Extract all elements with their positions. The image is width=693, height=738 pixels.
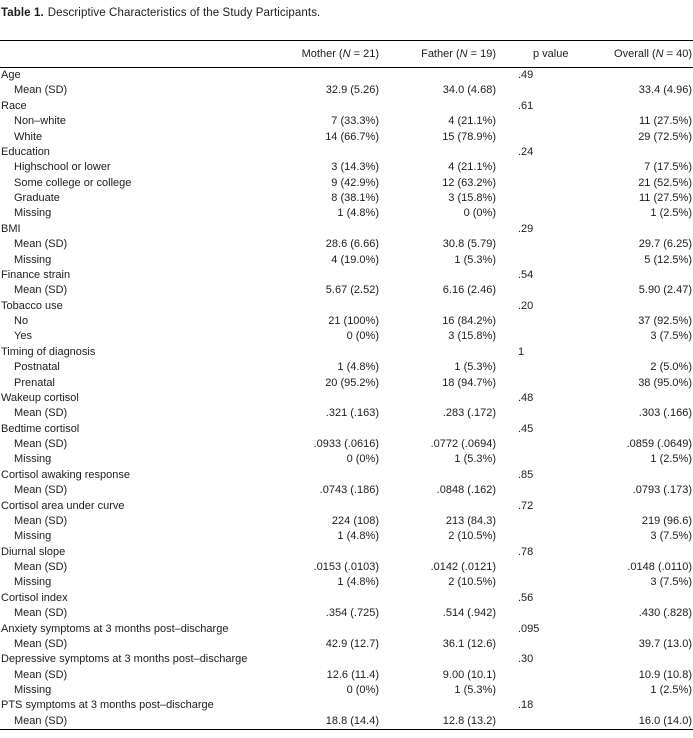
p-value-cell [497,360,569,375]
father-value-cell: 18 (94.7%) [442,376,496,389]
row-label-cell: Mean (SD) [14,668,68,681]
p-value-cell: .85 [518,468,534,481]
father-value-cell: 12 (63.2%) [442,176,496,189]
father-value-cell: .514 (.942) [442,607,496,620]
row-label-cell: Depressive symptoms at 3 months post–discharge [1,653,248,666]
father-value-cell [380,545,497,560]
table-row-sub [0,683,693,698]
header-father-text: Father ( [421,48,460,60]
mother-value-cell [288,422,380,437]
overall-value-cell: 21 (52.5%) [638,176,692,189]
mother-value-cell: .0933 (.0616) [313,438,379,450]
mother-value-cell: 9 (42.9%) [331,176,379,189]
p-value-cell [497,406,569,421]
overall-value-cell: 33.4 (4.96) [638,84,692,97]
row-label-cell: Finance strain [1,268,71,281]
table-row-sub [0,560,693,575]
header-overall-text: Overall ( [614,48,656,60]
row-label-cell: Race [1,99,27,112]
mother-value-cell: 0 (0%) [346,453,379,466]
mother-value-cell: 8 (38.1%) [331,192,379,204]
header-mother-count: = 21) [350,48,379,60]
row-label-cell: Mean (SD) [14,607,68,620]
p-value-cell: .72 [518,499,534,512]
row-label-cell: Postnatal [14,361,60,374]
mother-value-cell [288,591,380,606]
father-value-cell [380,68,497,84]
father-value-cell [380,299,497,314]
p-value-cell [497,714,569,730]
table-row-sub [0,360,693,375]
header-mother-n: N [342,48,351,60]
overall-value-cell: 2 (5.0%) [650,361,692,374]
father-value-cell [380,499,497,514]
p-value-cell [497,529,569,544]
row-label-cell: Some college or college [14,176,132,189]
father-value-cell: 12.8 (13.2) [442,714,496,727]
header-mother [288,41,380,68]
p-value-cell [497,376,569,391]
p-value-cell: .20 [518,299,534,312]
row-label-cell: Mean (SD) [14,637,68,650]
overall-value-cell [569,545,693,560]
overall-value-cell: .0793 (.173) [632,484,692,497]
p-value-cell [497,83,569,98]
father-value-cell: 16 (84.2%) [442,315,496,327]
row-label-cell: Missing [14,576,52,589]
row-label-cell: Mean (SD) [14,84,68,97]
table-number: Table 1. [1,7,44,19]
table-row-sub [0,668,693,683]
p-value-cell [497,191,569,206]
header-mother-text: Mother ( [301,48,343,60]
father-value-cell [380,345,497,360]
table-row-category [0,268,693,283]
table-row-sub [0,452,693,467]
row-label-cell: Graduate [14,192,60,204]
p-value-cell: 1 [518,345,525,358]
father-value-cell: 9.00 (10.1) [442,668,496,681]
table-row-sub [0,160,693,175]
p-value-cell [497,575,569,590]
row-label-cell: Mean (SD) [14,284,68,297]
father-value-cell: 1 (5.3%) [454,684,496,696]
overall-value-cell: 5 (12.5%) [644,253,692,266]
table-row-sub [0,176,693,191]
father-value-cell [380,468,497,483]
overall-value-cell: 3 (7.5%) [650,576,692,589]
mother-value-cell: 14 (66.7%) [325,130,379,143]
row-label-cell: Mean (SD) [14,514,68,527]
mother-value-cell [288,345,380,360]
row-label-cell: Highschool or lower [14,161,111,174]
header-father-n: N [459,48,468,60]
father-value-cell: 15 (78.9%) [442,130,496,143]
overall-value-cell: 1 (2.5%) [650,453,692,466]
mother-value-cell: 1 (4.8%) [337,207,379,220]
table-caption-text: Descriptive Characteristics of the Study Participants. [47,7,321,19]
mother-value-cell [288,268,380,283]
mother-value-cell [288,622,380,637]
father-value-cell: 0 (0%) [463,207,496,220]
table-row-category [0,222,693,237]
father-value-cell [380,698,497,713]
row-label-cell: No [14,315,29,327]
father-value-cell: 213 (84.3) [445,514,496,527]
p-value-cell [497,237,569,252]
p-value-cell [497,560,569,575]
mother-value-cell [288,468,380,483]
overall-value-cell: 29.7 (6.25) [638,238,692,251]
row-label-cell: Prenatal [14,376,55,389]
overall-value-cell [569,591,693,606]
overall-value-cell [569,99,693,114]
p-value-cell: .78 [518,545,534,558]
table-row-sub [0,437,693,452]
table-row-category [0,299,693,314]
table-row-category [0,545,693,560]
father-value-cell [380,145,497,160]
father-value-cell: 2 (10.5%) [448,530,496,543]
mother-value-cell: 1 (4.8%) [337,361,379,374]
table-row-category [0,145,693,160]
table-row-sub [0,714,693,730]
p-value-cell: .56 [518,591,534,604]
mother-value-cell: 4 (19.0%) [331,253,379,266]
mother-value-cell: 7 (33.3%) [331,115,379,128]
row-label-cell: Mean (SD) [14,407,68,420]
father-value-cell: 4 (21.1%) [448,115,496,128]
row-label-cell: Mean (SD) [14,438,68,450]
row-label-cell: Age [1,69,21,81]
mother-value-cell: 3 (14.3%) [331,161,379,174]
row-label-cell: Tobacco use [1,299,63,312]
row-label-cell: Cortisol area under curve [1,499,125,512]
descriptive-characteristics-table [0,40,693,730]
row-label-cell: Timing of diagnosis [1,345,96,358]
overall-value-cell: 16.0 (14.0) [638,714,692,727]
table-row-sub [0,130,693,145]
overall-value-cell: .0148 (.0110) [627,561,692,573]
father-value-cell: .0142 (.0121) [430,561,496,573]
p-value-cell: .48 [518,391,534,404]
father-value-cell: 3 (15.8%) [448,330,496,343]
table-row-sub [0,83,693,98]
father-value-cell: 4 (21.1%) [448,161,496,174]
overall-value-cell [569,299,693,314]
header-overall [569,41,693,68]
p-value-cell [497,329,569,344]
header-father [380,41,497,68]
p-value-cell: .30 [518,653,534,666]
table-row-sub [0,514,693,529]
row-label-cell: Missing [14,530,52,543]
mother-value-cell: 12.6 (11.4) [326,668,379,681]
table-row-category [0,422,693,437]
mother-value-cell [288,145,380,160]
table-body [0,68,693,730]
overall-value-cell [569,145,693,160]
overall-value-cell: 3 (7.5%) [650,330,692,343]
overall-value-cell [569,345,693,360]
mother-value-cell: 1 (4.8%) [337,576,379,589]
table-row-sub [0,575,693,590]
mother-value-cell [288,698,380,713]
p-value-cell [497,452,569,467]
p-value-cell [497,130,569,145]
mother-value-cell: 42.9 (12.7) [325,637,379,650]
overall-value-cell: 38 (95.0%) [638,376,692,389]
p-value-cell [497,206,569,221]
mother-value-cell: .0153 (.0103) [313,561,379,573]
mother-value-cell: .354 (.725) [325,607,379,620]
p-value-cell [497,637,569,652]
overall-value-cell [569,622,693,637]
overall-value-cell: 10.9 (10.8) [638,668,692,681]
mother-value-cell [288,499,380,514]
overall-value-cell [569,268,693,283]
table-row-category [0,591,693,606]
table-row-sub [0,237,693,252]
row-label-cell: Mean (SD) [14,484,68,497]
header-father-count: = 19) [467,48,496,60]
table-row-sub [0,114,693,129]
table-row-category [0,391,693,406]
mother-value-cell: 32.9 (5.26) [325,84,379,97]
p-value-cell [497,606,569,621]
mother-value-cell [288,391,380,406]
row-label-cell: Non–white [14,115,66,128]
father-value-cell: 1 (5.3%) [454,253,496,266]
table-row-sub [0,529,693,544]
overall-value-cell [569,468,693,483]
table-row-sub [0,314,693,329]
father-value-cell: 1 (5.3%) [454,453,496,466]
mother-value-cell [288,68,380,84]
father-value-cell [380,652,497,667]
row-label-cell: Bedtime cortisol [1,422,80,435]
table-row-category [0,68,693,84]
table-row-sub [0,483,693,498]
mother-value-cell [288,99,380,114]
p-value-cell: .49 [518,69,534,81]
mother-value-cell: 0 (0%) [346,330,379,343]
father-value-cell [380,422,497,437]
father-value-cell: .0848 (.162) [436,484,496,497]
overall-value-cell: 7 (17.5%) [644,161,692,174]
table-row-sub [0,191,693,206]
overall-value-cell: 1 (2.5%) [650,207,692,220]
overall-value-cell: 11 (27.5%) [639,115,692,128]
father-value-cell [380,268,497,283]
p-value-cell [497,114,569,129]
mother-value-cell [288,299,380,314]
overall-value-cell: 39.7 (13.0) [638,637,692,650]
row-label-cell: Anxiety symptoms at 3 months post–discharge [1,622,229,635]
overall-value-cell [569,499,693,514]
header-overall-n: N [655,48,664,60]
overall-value-cell: 37 (92.5%) [638,315,692,327]
table-row-category [0,345,693,360]
row-label-cell: White [14,130,43,143]
row-label-cell: Mean (SD) [14,714,68,727]
p-value-cell: .095 [518,622,540,635]
p-value-cell [497,668,569,683]
row-label-cell: Missing [14,684,52,696]
table-row-sub [0,376,693,391]
p-value-cell [497,437,569,452]
row-label-cell: Missing [14,453,52,466]
table-row-category [0,499,693,514]
overall-value-cell [569,652,693,667]
mother-value-cell: 28.6 (6.66) [325,238,379,251]
row-label-cell: Mean (SD) [14,561,68,573]
table-row-category [0,698,693,713]
header-row [0,41,693,68]
father-value-cell: 30.8 (5.79) [442,238,496,251]
header-p-value: p value [497,41,569,68]
father-value-cell: 6.16 (2.46) [442,284,496,297]
p-value-cell [497,283,569,298]
mother-value-cell [288,652,380,667]
p-value-cell: .45 [518,422,534,435]
father-value-cell: 1 (5.3%) [454,361,496,374]
row-label-cell: PTS symptoms at 3 months post–discharge [1,699,214,712]
father-value-cell: .0772 (.0694) [430,438,496,450]
table-row-sub [0,637,693,652]
overall-value-cell: 29 (72.5%) [638,130,692,143]
row-label-cell: Wakeup cortisol [1,391,79,404]
overall-value-cell: 3 (7.5%) [650,530,692,543]
p-value-cell: .24 [518,145,534,158]
table-row-sub [0,329,693,344]
table-row-sub [0,406,693,421]
father-value-cell [380,622,497,637]
p-value-cell: .18 [518,699,534,712]
p-value-cell [497,160,569,175]
table-row-category [0,468,693,483]
mother-value-cell [288,222,380,237]
p-value-cell [497,683,569,698]
father-value-cell: 2 (10.5%) [448,576,496,589]
table-caption [0,0,693,40]
father-value-cell [380,591,497,606]
table-row-sub [0,283,693,298]
mother-value-cell: 21 (100%) [328,315,379,327]
father-value-cell [380,222,497,237]
table-row-category [0,622,693,637]
p-value-cell [497,514,569,529]
table-row-sub [0,606,693,621]
row-label-cell: Yes [14,330,32,343]
row-label-cell: Mean (SD) [14,238,68,251]
overall-value-cell: 11 (27.5%) [639,192,692,204]
father-value-cell: 3 (15.8%) [448,192,496,204]
overall-value-cell: 5.90 (2.47) [638,284,692,297]
overall-value-cell: 1 (2.5%) [650,684,692,696]
p-value-cell [497,253,569,268]
mother-value-cell: 1 (4.8%) [337,530,379,543]
table-row-category [0,99,693,114]
mother-value-cell: .321 (.163) [325,407,379,420]
row-label-cell: Missing [14,207,52,220]
mother-value-cell: 224 (108) [331,514,379,527]
father-value-cell [380,391,497,406]
mother-value-cell [288,545,380,560]
header-empty-cell [0,41,288,68]
row-label-cell: Cortisol index [1,591,68,604]
father-value-cell: 34.0 (4.68) [442,84,496,97]
overall-value-cell [569,68,693,84]
father-value-cell [380,99,497,114]
overall-value-cell [569,222,693,237]
overall-value-cell: .430 (.828) [638,607,692,620]
table-row-sub [0,253,693,268]
mother-value-cell: .0743 (.186) [319,484,379,497]
table-row-sub [0,206,693,221]
mother-value-cell: 18.8 (14.4) [325,714,379,727]
row-label-cell: BMI [1,222,21,235]
overall-value-cell [569,391,693,406]
row-label-cell: Cortisol awaking response [1,468,131,481]
p-value-cell [497,314,569,329]
mother-value-cell: 5.67 (2.52) [325,284,379,297]
mother-value-cell: 20 (95.2%) [325,376,379,389]
overall-value-cell: .303 (.166) [638,407,692,420]
overall-value-cell: 219 (96.6) [641,514,692,527]
p-value-cell: .61 [518,99,534,112]
header-overall-count: = 40) [663,48,692,60]
row-label-cell: Missing [14,253,52,266]
p-value-cell [497,483,569,498]
table-row-category [0,652,693,667]
p-value-cell: .54 [518,268,534,281]
overall-value-cell [569,422,693,437]
p-value-cell: .29 [518,222,534,235]
p-value-cell [497,176,569,191]
overall-value-cell [569,698,693,713]
mother-value-cell: 0 (0%) [346,684,379,696]
row-label-cell: Education [1,145,50,158]
overall-value-cell: .0859 (.0649) [626,438,692,450]
row-label-cell: Diurnal slope [1,545,66,558]
father-value-cell: .283 (.172) [442,407,496,420]
father-value-cell: 36.1 (12.6) [442,637,496,650]
